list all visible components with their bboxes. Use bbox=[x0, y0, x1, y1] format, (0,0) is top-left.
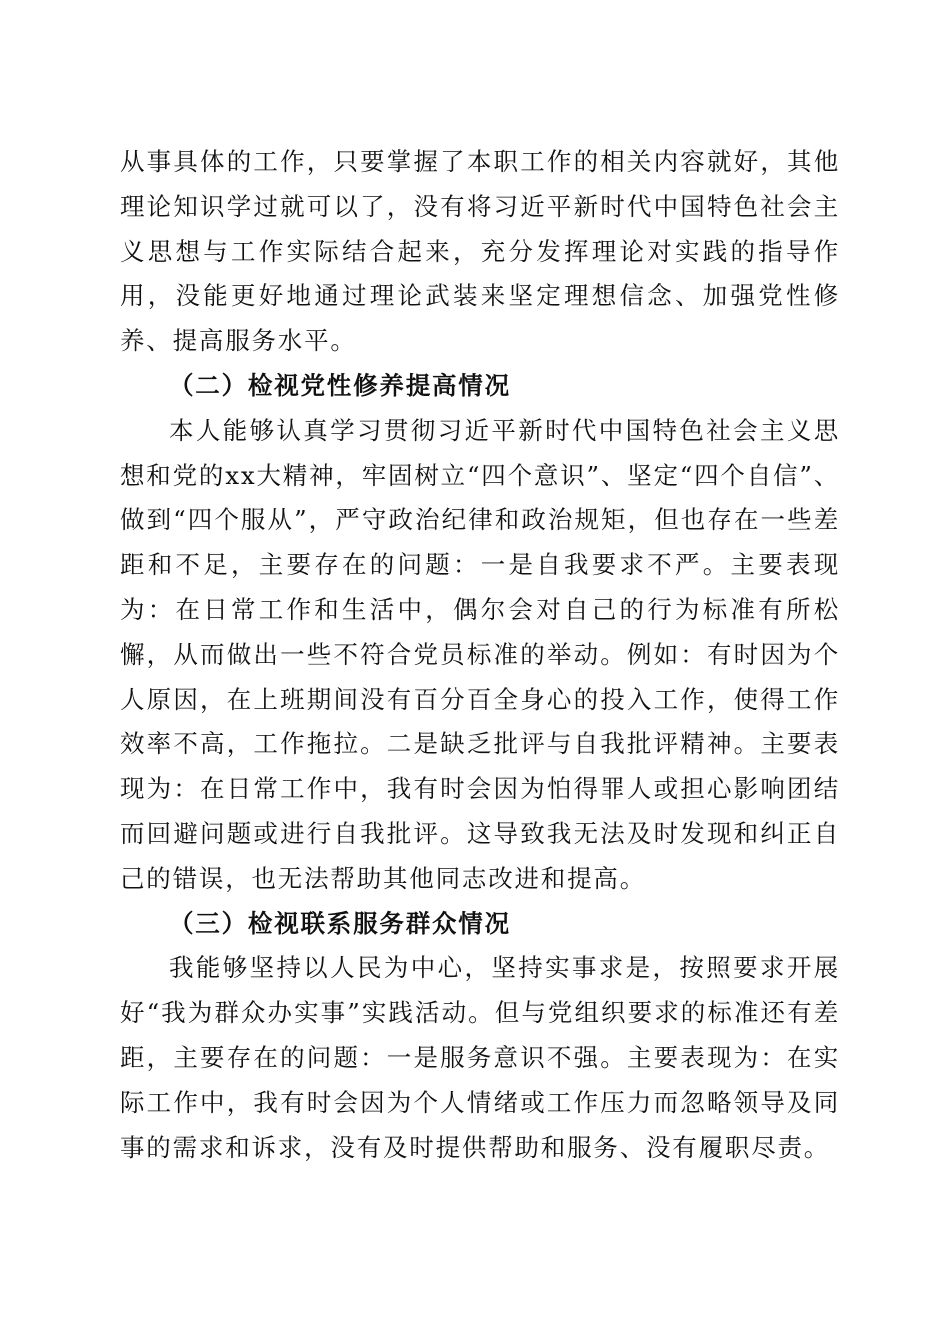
section-heading-2: （二）检视党性修养提高情况 bbox=[169, 370, 511, 400]
section-body-2: 本人能够认真学习贯彻习近平新时代中国特色社会主义思想和党的xx大精神，牢固树立“四个意识”、坚定“四个自信”、做到“四个服从”，严守政治纪律和政治规矩，但也存在一些差距和不足，主要存在的问题：一是自我要求不严。主要表现为：在日常工作和生活中，偶尔会对自己的行为标准有所松懈，从而做出一些不符合党员标准的举动。例如：有时因为个人原因，在上班期间没有百分百全身心的投入工作，使得工作效率不高，工作拖拉。二是缺乏批评与自我批评精神。主要表现为：在日常工作中，我有时会因为怕得罪人或担心影响团结而回避问题或进行自我批评。这导致我无法及时发现和纠正自己的错误，也无法帮助其他同志改进和提高。 bbox=[120, 415, 840, 893]
document-body bbox=[120, 140, 840, 1170]
section-body-3: 我能够坚持以人民为中心，坚持实事求是，按照要求开展好“我为群众办实事”实践活动。但与党组织要求的标准还有差距，主要存在的问题：一是服务意识不强。主要表现为：在实际工作中，我有时会因为个人情绪或工作压力而忽略领导及同事的需求和诉求，没有及时提供帮助和服务、没有履职尽责。 bbox=[120, 953, 840, 1162]
section-heading-3: （三）检视联系服务群众情况 bbox=[169, 908, 511, 938]
continuation-paragraph: 从事具体的工作，只要掌握了本职工作的相关内容就好，其他理论知识学过就可以了，没有将习近平新时代中国特色社会主义思想与工作实际结合起来，充分发挥理论对实践的指导作用，没能更好地通过理论武装来坚定理想信念、加强党性修养、提高服务水平。 bbox=[120, 147, 840, 356]
